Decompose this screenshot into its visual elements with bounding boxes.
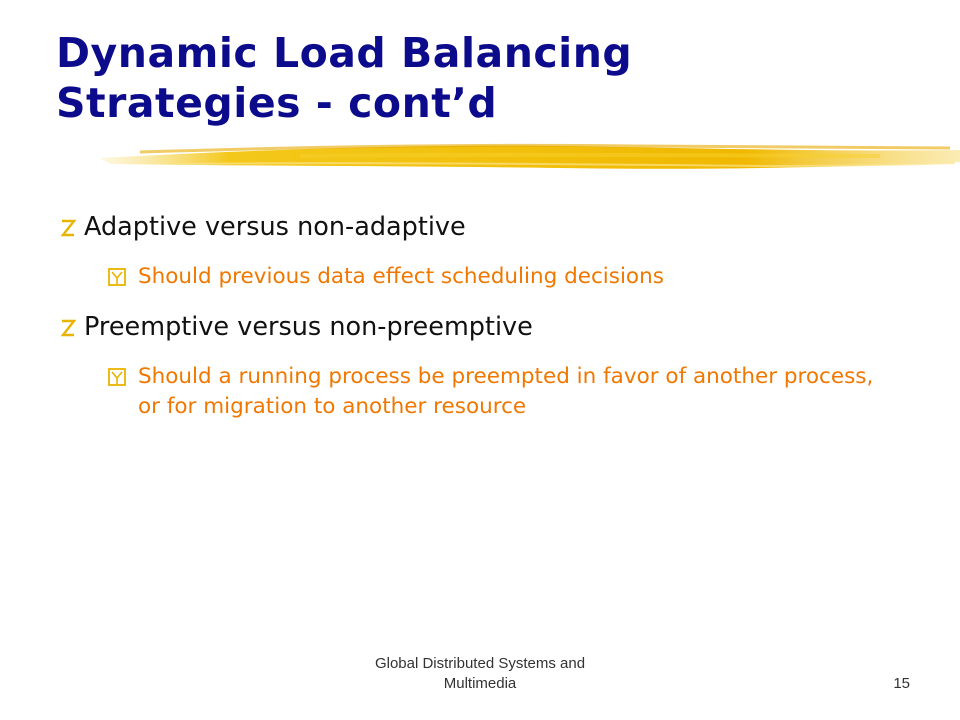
bullet-item (60, 310, 533, 344)
footer-line-1: Global Distributed Systems and (374, 655, 586, 672)
checkbox-bullet-icon (108, 368, 126, 386)
brush-stroke-divider (0, 128, 960, 188)
bullet-text: Adaptive versus non-adaptive (84, 212, 466, 242)
slide-title-line-1: Dynamic Load Balancing (56, 29, 633, 77)
page-number: 15 (893, 675, 910, 692)
sub-bullet-item (108, 362, 898, 422)
footer-line-2: Multimedia (443, 675, 517, 692)
sub-bullet-text: Should previous data effect scheduling decisions (138, 264, 664, 289)
slide-title-line-2: Strategies - cont’d (56, 79, 498, 127)
sub-bullet-item (108, 262, 898, 292)
sub-bullet-text: Should a running process be preempted in favor of another process, or for migration to another resource (138, 364, 874, 419)
z-bullet-icon (60, 318, 76, 338)
bullet-item (60, 210, 466, 244)
slide-footer (330, 654, 630, 694)
z-bullet-icon (60, 218, 76, 238)
bullet-text: Preemptive versus non-preemptive (84, 312, 533, 342)
checkbox-bullet-icon (108, 268, 126, 286)
slide-title (56, 28, 936, 128)
